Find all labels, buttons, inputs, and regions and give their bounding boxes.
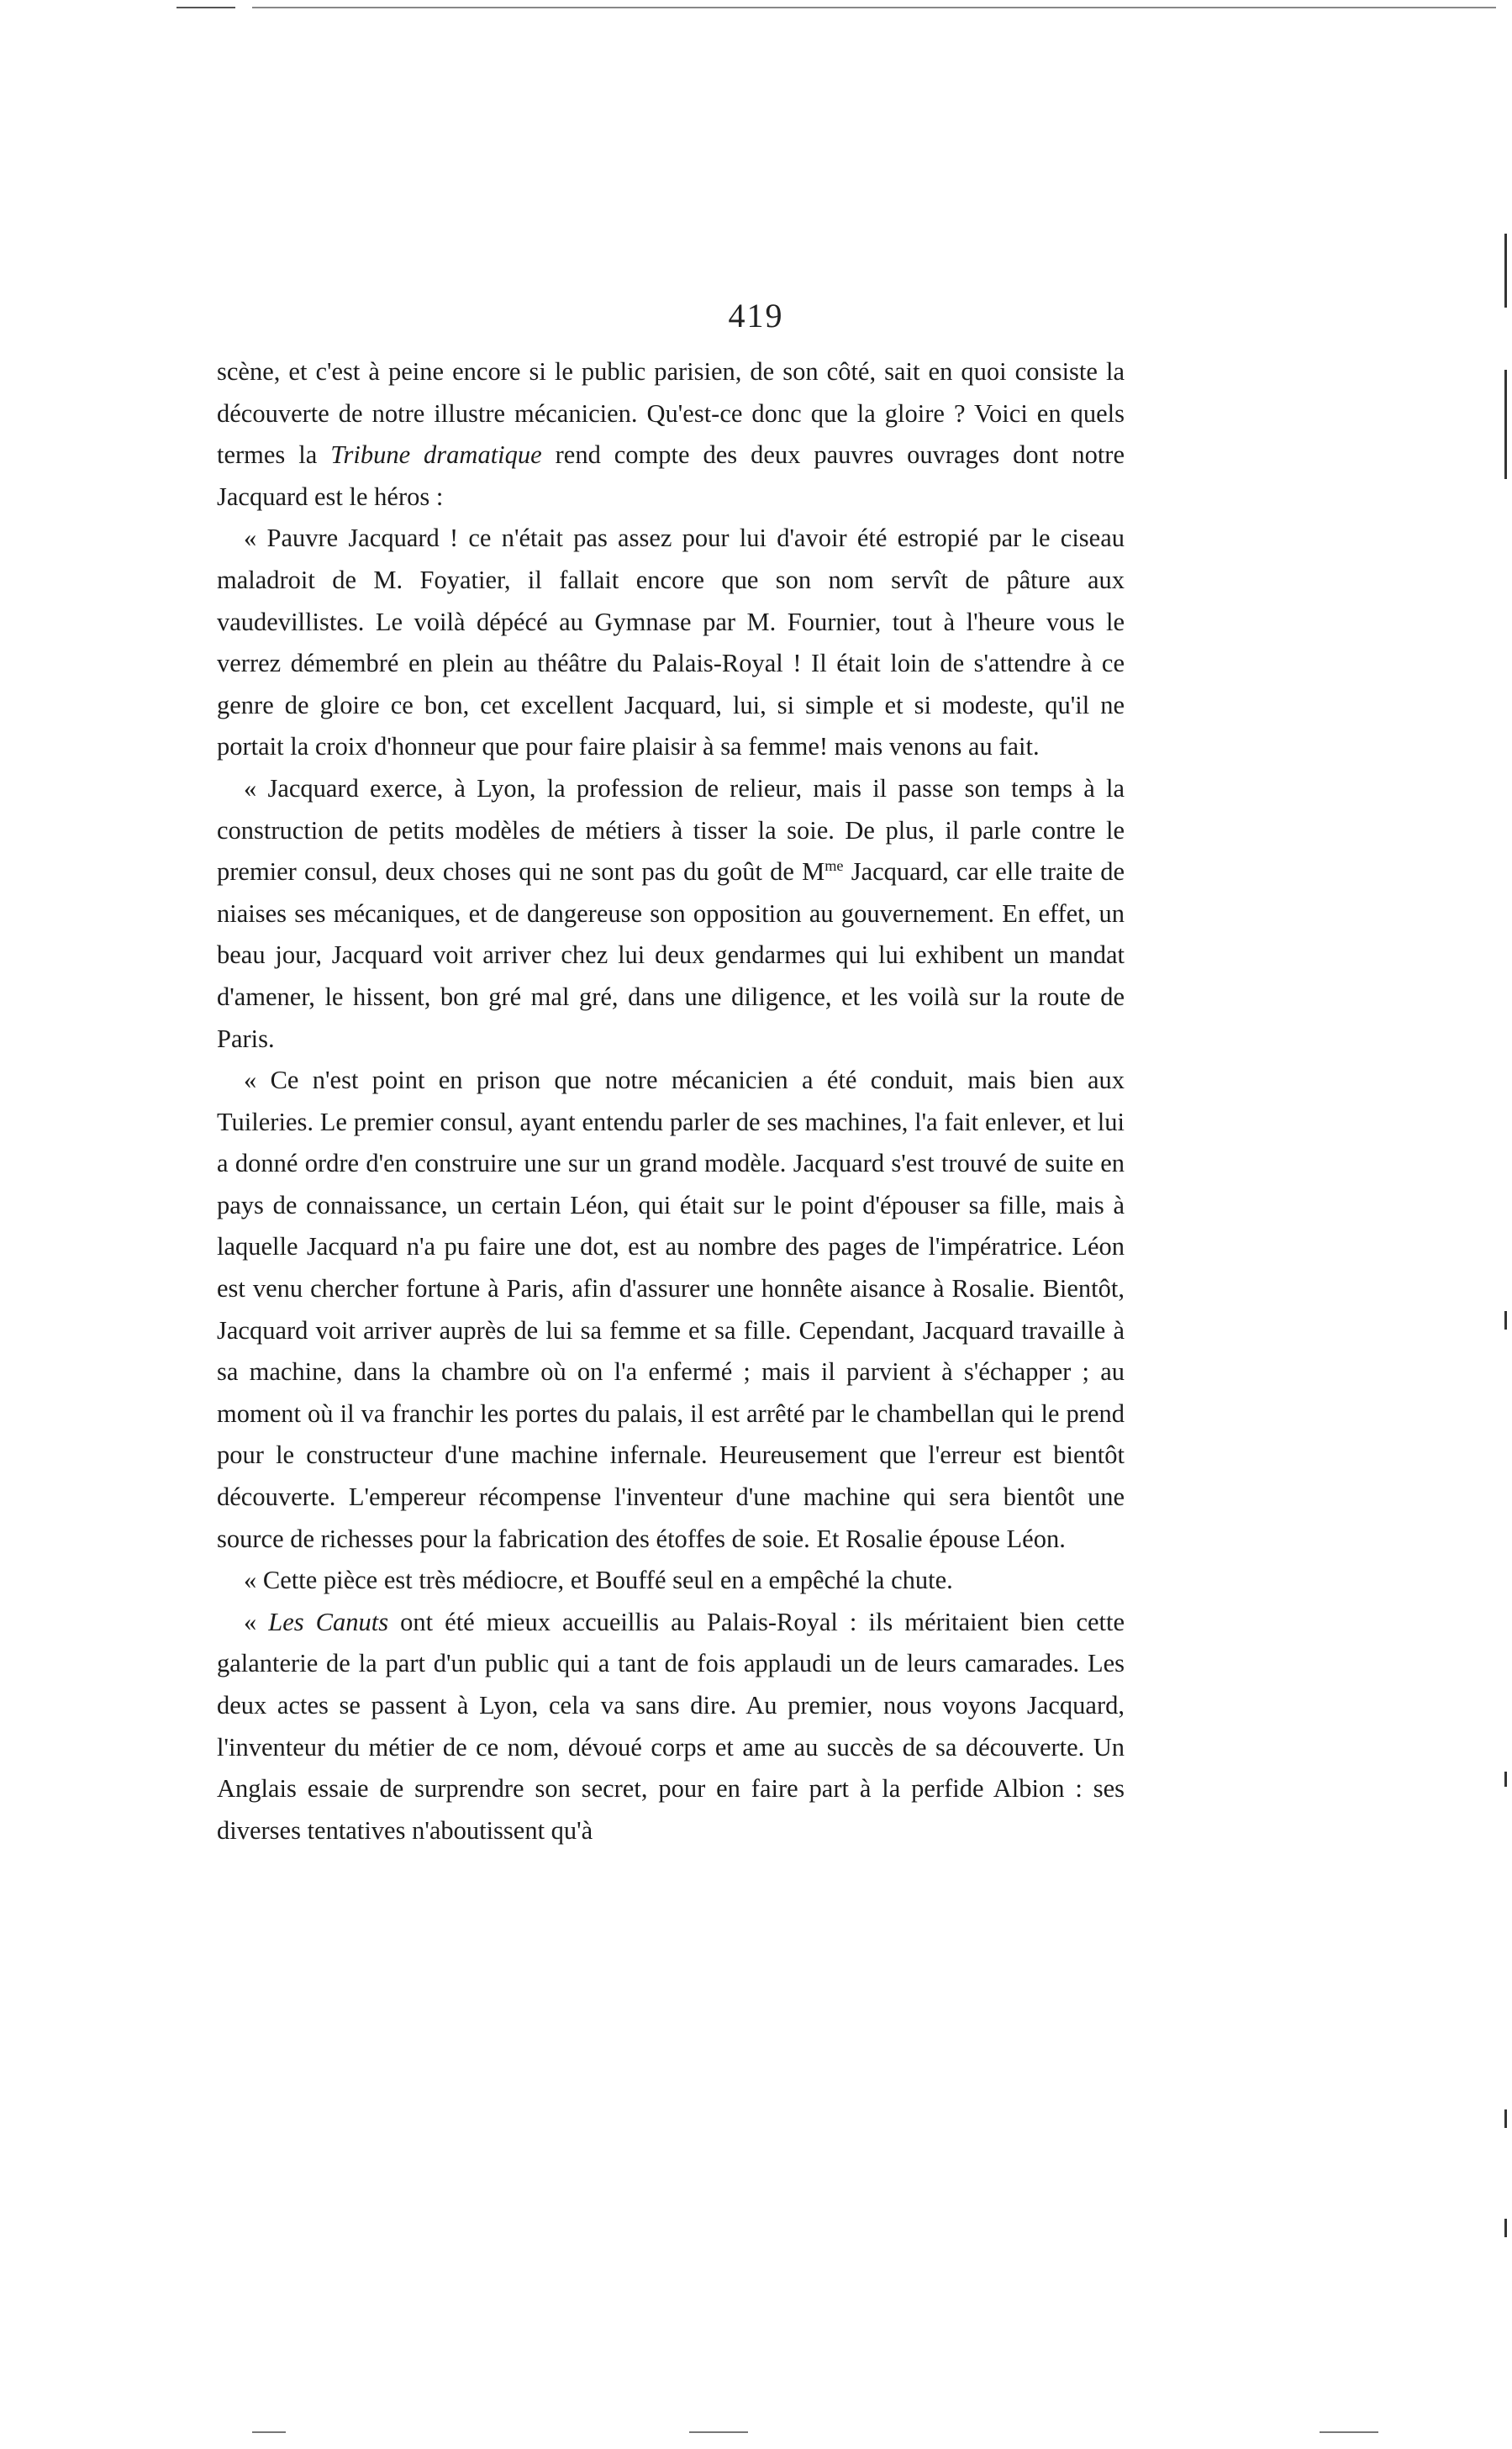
text-run: scène, et c'est à peine encore si le public parisien, de son côté, sait en quoi consiste la découverte de notre illustre mécanicien. Qu'est-ce donc que la gloire ? Voici en quels termes la [217, 357, 1125, 470]
text-run: ont été mieux accueillis au Palais-Royal : ils méritaient bien cette galanterie de la part d'un public qui a tant de fois applaudi un de leurs camarades. Les deux actes se passent à Lyon, cela va sans dire. Au premier, nous voyons Jacquard, l'inventeur du métier de ce nom, dévoué corps et ame au succès de sa découverte. Un Anglais essaie de surprendre son secret, pour en faire part à la perfide Albion : ses diverses tentatives n'aboutissent qu'à [217, 1607, 1125, 1845]
top-rule-main [252, 7, 1496, 8]
bottom-dash-1 [252, 2431, 286, 2433]
text-run: rend compte des deux pauvres ouvrages dont notre Jacquard est le héros : [217, 440, 1125, 511]
edge-mark-2 [1504, 370, 1507, 479]
bottom-dash-2 [689, 2431, 748, 2433]
paragraph [217, 518, 1125, 768]
italic-title: Les Canuts [268, 1607, 389, 1636]
paragraph [217, 1602, 1125, 1852]
top-rule-left [176, 7, 235, 8]
paragraph [217, 1560, 1125, 1602]
edge-mark-3 [1504, 1311, 1507, 1330]
page-body [217, 351, 1125, 1851]
paragraph [217, 768, 1125, 1060]
text-run: « Ce n'est point en prison que notre mécanicien a été conduit, mais bien aux Tuileries. Le premier consul, ayant entendu parler de ses machines, l'a fait enlever, et lui a donné ordre d'en construire une sur un grand modèle. Jacquard s'est trouvé de suite en pays de connaissance, un certain Léon, qui était sur le point d'épouser sa fille, mais à laquelle Jacquard n'a pu faire une dot, est au nombre des pages de l'impératrice. Léon est venu chercher fortune à Paris, afin d'assurer une honnête aisance à Rosalie. Bientôt, Jacquard voit arriver auprès de lui sa femme et sa fille. Cependant, Jacquard travaille à sa machine, dans la chambre où on l'a enfermé ; mais il parvient à s'échapper ; au moment où il va franchir les portes du palais, il est arrêté par le chambellan qui le prend pour le constructeur d'une machine infernale. Heureusement que l'erreur est bientôt découverte. L'empereur récompense l'inventeur d'une machine qui sera bientôt une source de richesses pour la fabrication des étoffes de soie. Et Rosalie épouse Léon. [217, 1066, 1125, 1553]
paragraph [217, 1060, 1125, 1560]
text-run: Jacquard, car elle traite de niaises ses mécaniques, et de dangereuse son opposition au gouvernement. En effet, un beau jour, Jacquard voit arriver chez lui deux gendarmes qui lui exhibent un mandat d'amener, le hissent, bon gré mal gré, dans une diligence, et les voilà sur la route de Paris. [217, 857, 1125, 1053]
italic-title: Tribune dramatique [330, 440, 542, 470]
text-run: « [244, 1607, 269, 1636]
text-run: « Jacquard exerce, à Lyon, la profession de relieur, mais il passe son temps à la construction de petits modèles de métiers à tisser la soie. De plus, il parle contre le premier consul, deux choses qui ne sont pas du goût de M [217, 773, 1125, 887]
text-run: « Cette pièce est très médiocre, et Bouffé seul en a empêché la chute. [244, 1566, 953, 1595]
edge-mark-5 [1504, 2109, 1507, 2128]
text-run: « Pauvre Jacquard ! ce n'était pas assez pour lui d'avoir été estropié par le ciseau maladroit de M. Foyatier, il fallait encore que son nom servît de pâture aux vaudevillistes. Le voilà dépécé au Gymnase par M. Fournier, tout à l'heure vous le verrez démembré en plein au théâtre du Palais-Royal ! Il était loin de s'attendre à ce genre de gloire ce bon, cet excellent Jacquard, lui, si simple et si modeste, qu'il ne portait la croix d'honneur que pour faire plaisir à sa femme! mais venons au fait. [217, 524, 1125, 761]
superscript: me [824, 856, 844, 874]
edge-mark-6 [1504, 2219, 1507, 2237]
page-number: 419 [728, 297, 784, 334]
bottom-dash-3 [1320, 2431, 1378, 2433]
paragraph [217, 351, 1125, 518]
edge-mark-4 [1504, 1772, 1507, 1787]
